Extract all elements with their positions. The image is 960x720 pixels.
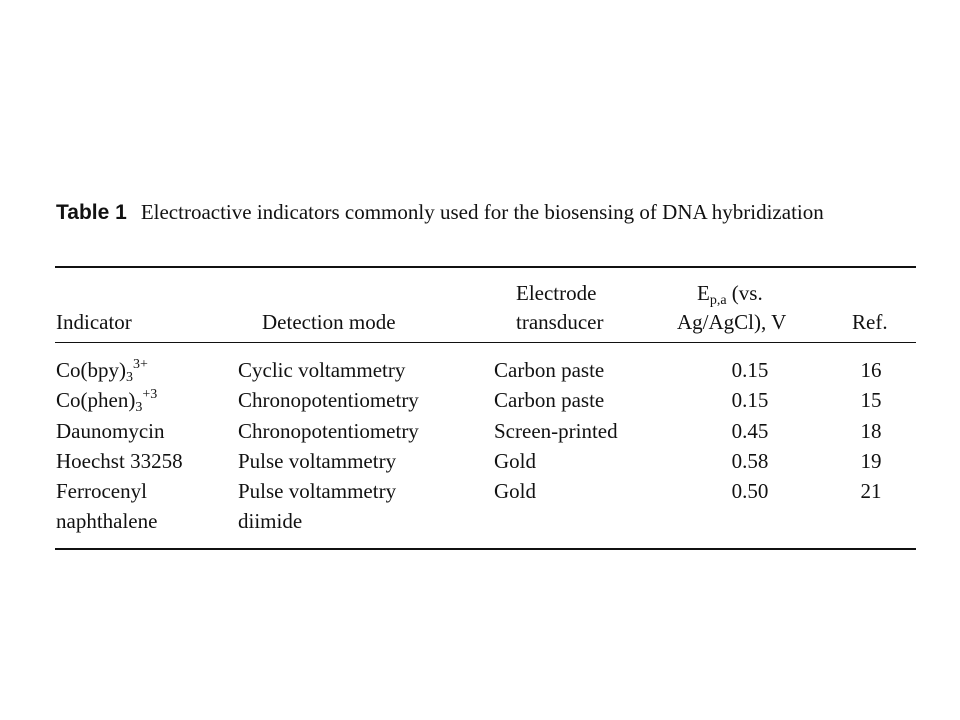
indicator-superscript: 3+ — [133, 357, 148, 372]
header-potential-line2: Ag/AgCl), V — [677, 310, 787, 334]
cell-indicator — [56, 387, 158, 415]
cell-ref: 21 — [860, 479, 882, 503]
header-electrode-line2: transducer — [516, 310, 604, 334]
cell-detection-mode: Chronopotentiometry — [238, 419, 419, 443]
header-potential-subscript: p,a — [709, 293, 727, 308]
cell-ref: 19 — [860, 449, 882, 473]
cell-potential: 0.50 — [731, 479, 769, 503]
header-detection-mode: Detection mode — [262, 310, 396, 334]
table-caption-text: Electroactive indicators commonly used for the biosensing of DNA hybridization — [140, 200, 824, 224]
indicator-superscript: +3 — [142, 387, 158, 402]
indicator-formula: Co(bpy) — [56, 358, 126, 382]
header-ref: Ref. — [852, 310, 888, 334]
table-header-rule — [55, 342, 916, 343]
cell-electrode: Gold — [494, 479, 536, 503]
cell-potential: 0.45 — [731, 419, 769, 443]
cell-indicator: Hoechst 33258 — [56, 449, 183, 473]
cell-electrode: Carbon paste — [494, 358, 605, 382]
cell-ref: 15 — [860, 388, 882, 412]
table-label: Table 1 — [56, 201, 127, 224]
cell-detection-mode-line2: diimide — [238, 509, 303, 533]
header-potential-line1 — [697, 281, 763, 308]
cell-electrode: Carbon paste — [494, 388, 605, 412]
table-caption — [56, 197, 916, 228]
cell-detection-mode-line1: Pulse voltammetry — [238, 479, 397, 503]
header-indicator: Indicator — [56, 310, 132, 334]
cell-detection-mode: Cyclic voltammetry — [238, 358, 406, 382]
indicator-formula: Co(phen) — [56, 388, 136, 412]
cell-detection-mode: Chronopotentiometry — [238, 388, 419, 412]
cell-potential: 0.15 — [731, 358, 769, 382]
cell-detection-mode: Pulse voltammetry — [238, 449, 397, 473]
cell-potential: 0.15 — [731, 388, 769, 412]
cell-electrode: Screen-printed — [494, 419, 618, 443]
cell-indicator-line2: naphthalene — [56, 509, 158, 533]
header-potential-vs: (vs. — [726, 281, 763, 305]
indicator-subscript: 3 — [126, 370, 133, 385]
cell-indicator — [56, 357, 148, 385]
header-potential-symbol: E — [697, 281, 710, 305]
table-top-rule — [55, 266, 916, 268]
cell-ref: 18 — [860, 419, 882, 443]
cell-electrode: Gold — [494, 449, 536, 473]
cell-indicator-line1: Ferrocenyl — [56, 479, 147, 503]
cell-indicator: Daunomycin — [56, 419, 165, 443]
header-electrode-line1: Electrode — [516, 281, 597, 305]
indicator-subscript: 3 — [135, 400, 143, 415]
cell-ref: 16 — [860, 358, 882, 382]
cell-potential: 0.58 — [731, 449, 769, 473]
table-bottom-rule — [55, 548, 916, 550]
